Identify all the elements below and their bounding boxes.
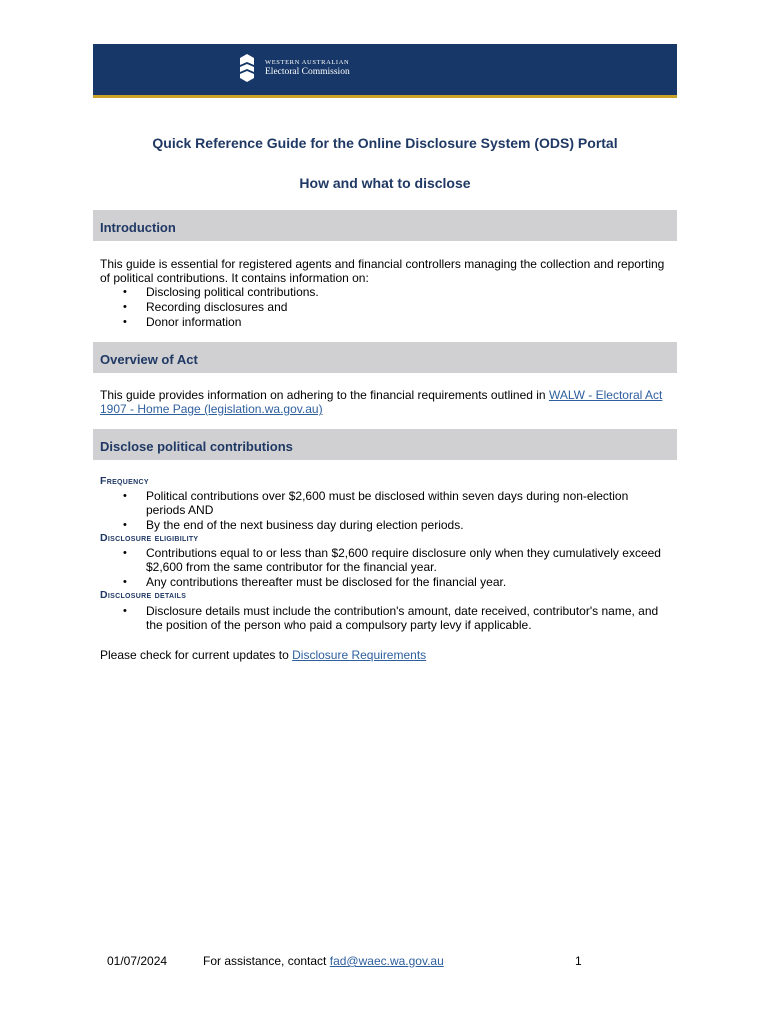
details-bullet-list — [100, 604, 670, 633]
footer-contact — [203, 954, 444, 968]
waec-logo — [237, 53, 377, 85]
disclosure-requirements-link[interactable]: Disclosure Requirements — [292, 648, 427, 662]
section-heading-text: Overview of Act — [100, 352, 198, 367]
details-subheading: Disclosure details — [100, 589, 187, 601]
overview-body: This guide provides information on adhering to the financial requirements outlined in — [100, 388, 549, 402]
frequency-bullet-list — [100, 489, 670, 533]
list-item: • Disclosure details must include the contribution's amount, date received, contributor's name, and the position of the person who paid a compulsory party levy if applicable. — [100, 604, 670, 632]
introduction-text: This guide is essential for registered agents and financial controllers managing the collection and reporting of political contributions. It contains information on: — [100, 257, 665, 285]
list-item: • Recording disclosures and — [100, 300, 670, 314]
list-item: • Political contributions over $2,600 must be disclosed within seven days during non-election periods AND — [100, 489, 670, 517]
header-banner — [93, 44, 677, 98]
section-heading-text: Disclose political contributions — [100, 439, 293, 454]
eligibility-bullet-list — [100, 546, 670, 590]
introduction-bullet-list — [100, 285, 670, 330]
contact-email-link[interactable]: fad@waec.wa.gov.au — [329, 954, 444, 968]
eligibility-subheading: Disclosure eligibility — [100, 532, 199, 544]
footer-date: 01/07/2024 — [107, 954, 168, 968]
document-title: Quick Reference Guide for the Online Disclosure System (ODS) Portal — [152, 135, 618, 151]
org-name-line1: WESTERN AUSTRALIAN — [265, 59, 350, 66]
updates-text — [100, 648, 670, 662]
electoral-act-link[interactable]: WALW - Electoral Act 1907 - Home Page (legislation.wa.gov.au) — [100, 388, 663, 416]
section-heading-overview — [93, 342, 677, 373]
page-number: 1 — [575, 954, 582, 968]
list-item: • Contributions equal to or less than $2,600 require disclosure only when they cumulatively exceed $2,600 from the same contributor for the financial year. — [100, 546, 670, 574]
list-item: • Donor information — [100, 315, 670, 329]
list-item: • Disclosing political contributions. — [100, 285, 670, 299]
frequency-subheading: Frequency — [100, 475, 149, 487]
section-heading-disclose — [93, 429, 677, 460]
org-name-line2: Electoral Commission — [265, 67, 350, 77]
updates-body: Please check for current updates to — [100, 648, 293, 662]
list-item: • Any contributions thereafter must be disclosed for the financial year. — [100, 575, 670, 589]
overview-text — [100, 388, 670, 416]
section-heading-text: Introduction — [100, 220, 176, 235]
waec-crest-icon — [237, 53, 257, 83]
list-item: • By the end of the next business day during election periods. — [100, 518, 670, 532]
document-subtitle: How and what to disclose — [299, 175, 471, 191]
footer-contact-text: For assistance, contact — [203, 954, 330, 968]
section-heading-introduction — [93, 210, 677, 241]
